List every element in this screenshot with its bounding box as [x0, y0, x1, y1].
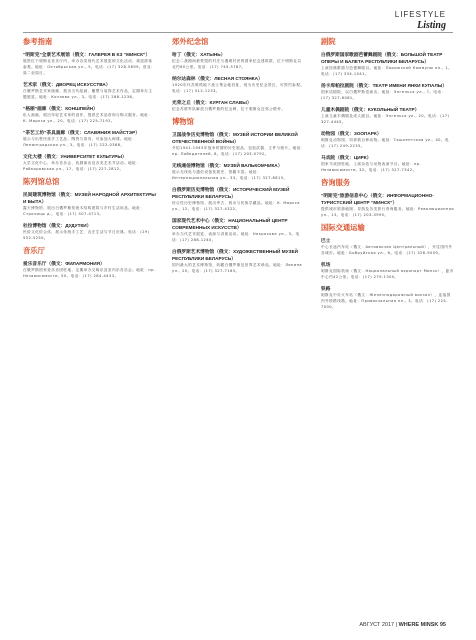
listing-entry	[321, 237, 454, 256]
entry-title: 光荣之丘（俄文：КУРГАН СЛАВЫ）	[172, 100, 252, 105]
entry-body: 明斯克国际机场（俄文：Национальный аэропорт Минск），距市中心约42公里。电话：(17) 279-1300。	[321, 269, 454, 279]
entry-body: 国家马戏团驻地，上演杂技与动物表演节目。地址：пр. Независимости, 32。电话：(17) 327-7342。	[321, 162, 422, 172]
entry-title: 无线通信博物馆（俄文：МУЗЕЙ ВАЛЬКОМЧИКА）	[172, 163, 283, 168]
entry-body: 举办当代艺术展览、表演与讲座活动。地址：Некрасова ул., 3。电话：(17) 288-1240。	[172, 232, 300, 242]
column-left	[23, 37, 156, 284]
entry-body: 展示与出售民族手工艺品、陶瓷与茶具，可参加大师课。地址：Ленинградская ул., 3。电话：(17) 222-0388。	[23, 137, 137, 147]
entry-title: 杜拉博物馆（俄文：ДУДУТКИ）	[23, 223, 92, 228]
entry-body: 私人画廊，展出年轻艺术家的创作，提供艺术品咨询与购买服务。地址：К. Маркса ул., 20。电话：(17) 225-7192。	[23, 113, 153, 123]
entry-title: 民间建筑博物馆（俄文：МУЗЕЙ НАРОДНОЙ АРХИТЕКТУРЫ И БЫТА）	[23, 192, 156, 204]
listing-entry	[172, 75, 305, 94]
listing-entry	[23, 260, 156, 279]
entry-title: “明斯克”全景艺术展馆（俄文：ГАЛЕРЕЯ В КЗ “МИНСК”）	[23, 52, 151, 57]
listing-entry	[321, 51, 454, 77]
entry-title: “明斯克”旅游信息中心（俄文：ИНФОРМАЦИОННО-ТУРИСТСКИЙ ЦЕНТР “МИНСК”）	[321, 193, 434, 205]
entry-body: 国内最大的艺术博物馆，收藏白俄罗斯及世界艺术珍品。地址：Ленина ул., 20。电话：(17) 327-7163。	[172, 263, 303, 273]
listing-entry	[172, 99, 305, 112]
column-right	[321, 37, 454, 315]
section-heading: 国际交通运输	[321, 223, 365, 232]
section-heading: 参考指南	[23, 37, 53, 46]
entry-body: 展示无线电与通信设备发展史，馆藏丰富。地址：Интернациональная ул., 33。电话：(17) 327-8815。	[172, 170, 288, 180]
entry-title: 铁路	[321, 286, 331, 291]
listing-entry	[321, 130, 454, 149]
entry-title: 白俄罗斯艺术博物馆（俄文：ХУДОЖЕСТВЕННЫЙ МУЗЕЙ РЕСПУБЛИКИ БЕЛАРУСЬ）	[172, 249, 298, 261]
entry-title: “茶艺工坊”茶具画廊（俄文：СЛАВЯНИЯ МАЙСТЭР）	[23, 130, 140, 135]
entry-title: 儿童木偶剧院（俄文：КУКОЛЬНЫЙ ТЕАТР）	[321, 107, 420, 112]
entry-title: 白俄罗斯国家歌剧芭蕾舞剧院（俄文：БОЛЬШОЙ ТЕАТР ОПЕРЫ И БАЛЕТА РЕСПУБЛИКИ БЕЛАРУСЬ）	[321, 52, 443, 64]
entry-body: 中心长途汽车站（俄文：Автовокзал Центральный），开往国内外各城市。地址：Бобруйская ул., 6。电话：(17) 328-9000。	[321, 245, 453, 255]
entry-body: 明斯克中央火车站（俄文：Железнодорожный вокзал），连接国内外铁路线路。地址：Привокзальная пл., 3。电话：(17) 225-7000。	[321, 293, 451, 309]
header-rule	[23, 32, 453, 33]
listing-entry	[321, 106, 454, 125]
section-sublabel: Listing	[417, 20, 446, 31]
magazine-brand: WHERE MINSK	[398, 622, 439, 628]
section-heading: 陈列馆总馆	[23, 177, 60, 186]
entry-body: 白俄罗斯国家爱乐乐团驻地，定期举办交响乐及室内乐音乐会。地址：пр. Независимости, 50。电话：(17) 284-4433。	[23, 268, 156, 278]
entry-body: 明斯克动物园，饲养数百种动物。地址：Ташкентская ул., 40。电话：(17) 249-2235。	[321, 138, 450, 148]
entry-title: 马戏院（俄文：ЦИРК）	[321, 155, 372, 160]
listing-entry	[321, 285, 454, 310]
listing-entry	[172, 248, 305, 274]
entry-title: “格丽”画廊（俄文：КОНШПЕЙН）	[23, 106, 98, 111]
listing-entry	[23, 105, 156, 124]
listing-entry	[172, 131, 305, 157]
listing-entry	[172, 162, 305, 181]
listing-entry	[23, 153, 156, 172]
entry-body: 露天博物馆，展出白俄罗斯传统木结构建筑与乡村生活用品。地址：Строчицы д.。电话：(17) 507-4713。	[23, 206, 145, 216]
entry-body: 上演经典歌剧与芭蕾舞剧目。地址：Парижской Коммуны пл., 1。电话：(17) 334-1041。	[321, 66, 453, 76]
entry-body: 民俗文化综合体，展示传统手工艺、农庄生活与节日庆典。电话：(29) 552-5250。	[23, 230, 150, 240]
section-heading: 咨询服务	[321, 178, 351, 187]
entry-title: 扬卡库帕拉剧院（俄文：ТЕАТР ИМЕНИ ЯНКИ КУПАЛЫ）	[321, 83, 448, 88]
page-footer: АВГУСТ 2017 | WHERE MINSK 95	[359, 622, 446, 628]
listing-entry	[23, 81, 156, 100]
entry-title: 巴士	[321, 238, 331, 243]
entry-title: 动物园（俄文：ЗООПАРК）	[321, 131, 382, 136]
listing-entry	[23, 222, 156, 241]
entry-body: 综合性历史博物馆，展出考古、钱币与民族学藏品。地址：К. Маркса ул., 12。电话：(17) 327-4322。	[172, 201, 300, 211]
entry-title: 白俄罗斯历史博物馆（俄文：ИСТОРИЧЕСКИЙ МУЗЕЙ РЕСПУБЛИКИ БЕЛАРУСЬ）	[172, 187, 290, 199]
section-heading: 郊外纪念馆	[172, 37, 209, 46]
entry-title: 文化大楼（俄文：УНИВЕРСИТЕТ КУЛЬТУРЫ）	[23, 154, 127, 159]
entry-title: 国家现代艺术中心（俄文：НАЦИОНАЛЬНЫЙ ЦЕНТР СОВРЕМЕННЫХ ИСКУССТВ）	[172, 218, 288, 230]
entry-title: 爱乐音乐厅（俄文：ФИЛАРМОНИЯ）	[23, 261, 105, 266]
listing-entry	[321, 192, 454, 218]
entry-title: 纳尔达森林（俄文：ЛЕСНАЯ СТОЯНКА）	[172, 76, 263, 81]
issue-date: АВГУСТ 2017	[359, 622, 395, 628]
page-header	[395, 10, 446, 31]
entry-body: 1920年代苏维埃地下战士集会地旧址，现为历史纪念景区，可预约参观。电话：(17) 512-1233。	[172, 83, 305, 93]
entry-body: 国家话剧院，以白俄罗斯语演出。地址：Энгельса ул., 7。电话：(17) 327-6081。	[321, 90, 446, 100]
listing-entry	[321, 154, 454, 173]
listing-entry	[172, 51, 305, 70]
entry-body: 展馆位于明斯克音乐厅内，举办各类现代艺术展览和文化活动，欢迎游客参观。地址：Октябрьская ул., 5。电话：(17) 328-5899。营业：周二至周日。	[23, 59, 156, 75]
section-heading: 剧院	[321, 37, 336, 46]
page-number: 95	[439, 622, 446, 628]
entry-title: 哈丁（俄文：ХАТЫНЬ）	[172, 52, 226, 57]
entry-body: 纪念苏联军队解放白俄罗斯的纪念碑，位于明斯克近郊公路旁。	[172, 107, 286, 111]
listing-entry	[172, 186, 305, 212]
listing-entry	[321, 261, 454, 280]
section-heading: 音乐厅	[23, 246, 45, 255]
section-heading: 博物馆	[172, 117, 194, 126]
listing-entry	[23, 191, 156, 217]
entry-body: 上演儿童木偶剧及成人剧目。地址：Энгельса ул., 20。电话：(17) 327-4445。	[321, 114, 450, 124]
listing-entry	[321, 82, 454, 101]
entry-title: 艺术家（俄文：ДВОРЕЦ ИСКУССТВА）	[23, 82, 111, 87]
entry-title: 卫国战争历史博物馆（俄文：МУЗЕЙ ИСТОРИИ ВЕЛИКОЙ ОТЕЧЕСТВЕННОЙ ВОЙНЫ）	[172, 132, 298, 144]
section-label: LIFESTYLE	[394, 10, 446, 19]
listing-entry	[23, 51, 156, 76]
listing-entry	[23, 129, 156, 148]
column-middle	[172, 37, 305, 279]
entry-body: 纪念二战期间被焚毁的村庄与遇难村民的国家纪念建筑群，位于明斯克以北约60公里。电话：(17) 745-5787。	[172, 59, 302, 69]
entry-body: 提供城市旅游地图、导游及各类旅行咨询服务。地址：Революционная ул., 13。电话：(17) 203-3995。	[321, 207, 454, 217]
entry-body: 大学文化中心，举办音乐会、戏剧演出及各类艺术节活动。地址：Рабкоровская ул., 17。电话：(17) 227-2812。	[23, 161, 141, 171]
entry-title: 机场	[321, 262, 331, 267]
entry-body: 白俄罗斯艺术家画廊，展出当代绘画、雕塑与装饰艺术作品，定期举办主题展览。地址：Козлова ул., 3。电话：(17) 288-1236。	[23, 89, 153, 99]
listing-entry	[172, 217, 305, 243]
entry-body: 介绍1941-1945年战争时期的历史展品，包括武器、文件与照片。地址：пр. Победителей, 8。电话：(17) 203-0792。	[172, 146, 305, 156]
